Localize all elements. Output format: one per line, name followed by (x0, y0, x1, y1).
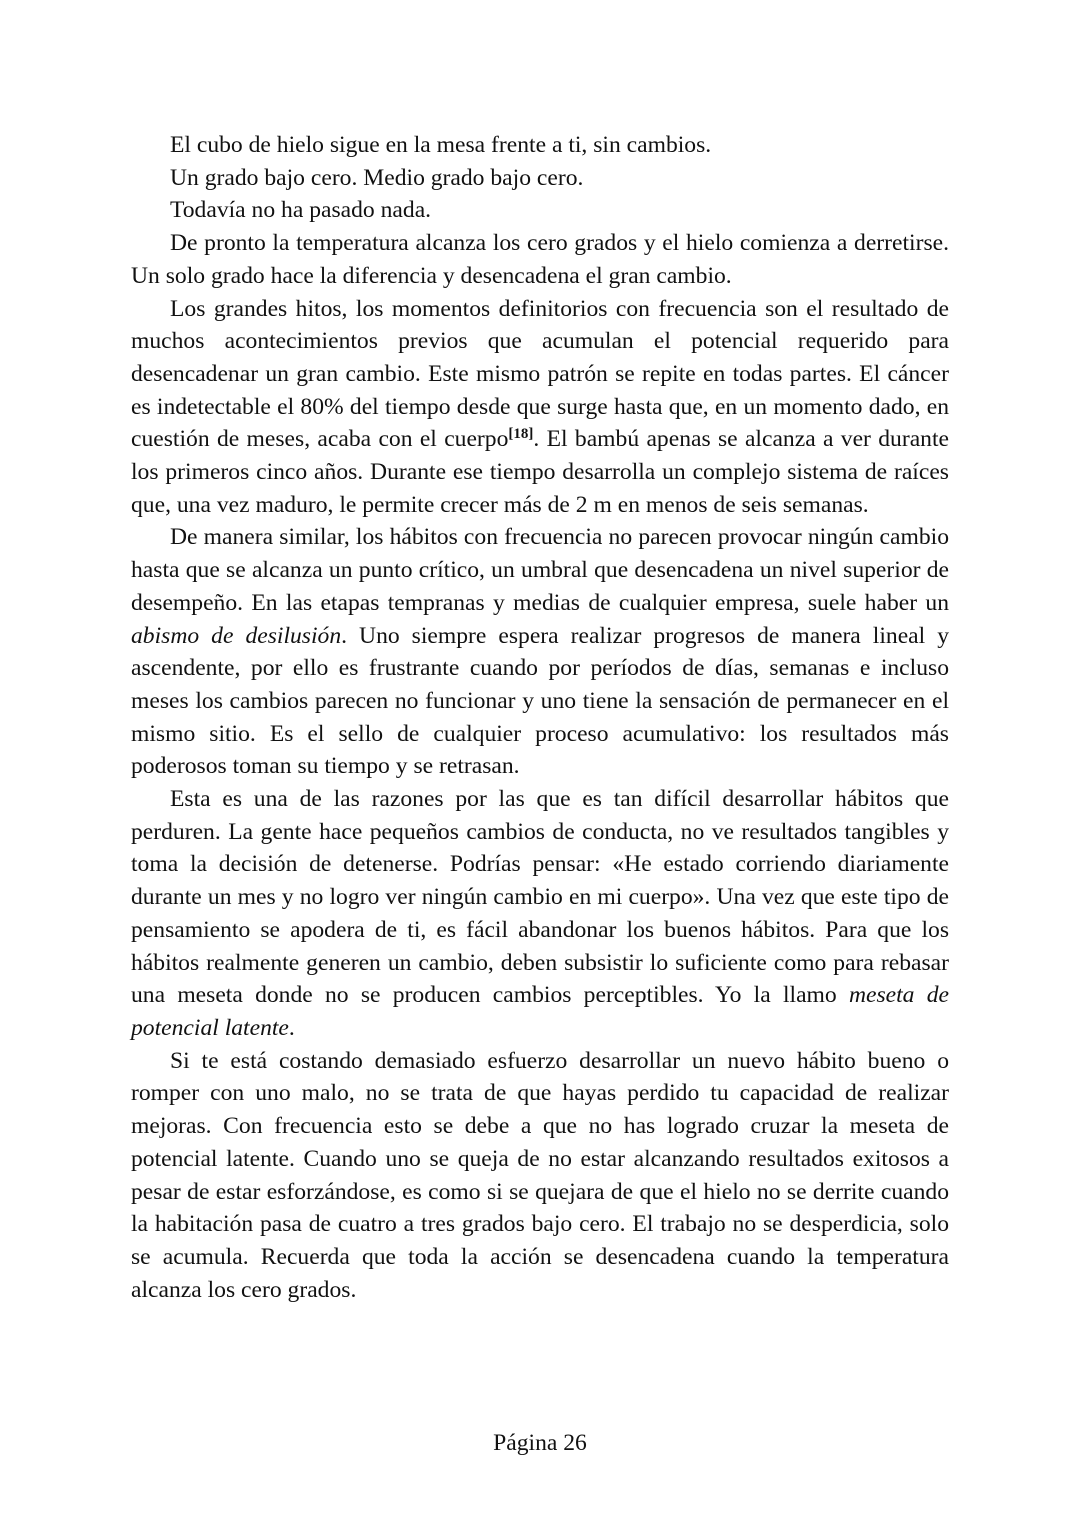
paragraph-below-zero: Un grado bajo cero. Medio grado bajo cero. (170, 164, 584, 191)
paragraph-milestones (131, 293, 949, 522)
page-number: Página 26 (493, 1430, 587, 1456)
italic-term-meseta: meseta de potencial latente (131, 982, 949, 1041)
milestones-text-after-note: . El bambú apenas se alcanza a ver durante los primeros cinco años. Durante ese tiempo desarrolla un complejo sistema de raíces que, una vez maduro, le permite crecer más de 2 m en menos de seis semanas. (131, 426, 949, 518)
reasons-text-after-italic: . (288, 1014, 295, 1041)
paragraph-ice-cube: El cubo de hielo sigue en la mesa frente a ti, sin cambios. (170, 132, 712, 158)
habits-text-after-italic: . Uno siempre espera realizar progresos de manera lineal y ascendente, por ello es frustrante cuando por períodos de días, semanas e incluso meses los cambios parecen no funcionar y uno tiene la sensación de permanecer en el mismo sitio. Es el sello de cualquier proceso acumulativo: los resultados más poderosos toman su tiempo y se retrasan. (131, 622, 949, 780)
habits-text-before-italic: De manera similar, los hábitos con frecuencia no parecen provocar ningún cambio hasta que se alcanza un punto crítico, un umbral que desencadena un nivel superior de desempeño. En las etapas tempranas y medias de cualquier empresa, suele haber un (131, 524, 949, 616)
paragraph-nothing-happened: Todavía no ha pasado nada. (170, 197, 432, 224)
paragraph-habits-threshold (131, 521, 949, 783)
paragraph-effort: Si te está costando demasiado esfuerzo desarrollar un nuevo hábito bueno o romper con uno malo, no se trata de que hayas perdido tu capacidad de realizar mejoras. Con frecuencia esto se debe a que no has logrado cruzar la meseta de potencial latente. Cuando uno se queja de no estar alcanzando resultados exitosos a pesar de estar esforzándose, es como si se quejara de que el hielo no se derrite cuando la habitación pasa de cuatro a tres grados bajo cero. El trabajo no se desperdicia, solo se acumula. Recuerda que toda la acción se desencadena cuando la temperatura alcanza los cero grados. (131, 1047, 949, 1303)
milestones-text-before-note: Los grandes hitos, los momentos definitorios con frecuencia son el resultado de muchos acontecimientos previos que acumulan el potencial requerido para desencadenar un gran cambio. Este mismo patrón se repite en todas partes. El cáncer es indetectable el 80% del tiempo desde que surge hasta que, en un momento dado, en cuestión de meses, acaba con el cuerpo (131, 295, 949, 453)
footnote-reference-18[interactable]: [18] (508, 426, 534, 443)
reasons-text-before-italic: Esta es una de las razones por las que es tan difícil desarrollar hábitos que perduren. La gente hace pequeños cambios de conducta, no ve resultados tangibles y toma la decisión de detenerse. Podrías pensar: «He estado corriendo diariamente durante un mes y no logro ver ningún cambio en mi cuerpo». Una vez que este tipo de pensamiento se apodera de ti, es fácil abandonar los buenos hábitos. Para que los hábitos realmente generen un cambio, deben subsistir lo suficiente como para rebasar una meseta donde no se producen cambios perceptibles. Yo la llamo (131, 786, 949, 1009)
italic-term-abismo: abismo de desilusión (131, 622, 342, 649)
paragraph-zero-degrees: De pronto la temperatura alcanza los cero grados y el hielo comienza a derretirse. Un solo grado hace la diferencia y desencadena el gran cambio. (131, 230, 949, 289)
paragraph-reasons (131, 783, 949, 1045)
page-body (131, 129, 949, 1306)
